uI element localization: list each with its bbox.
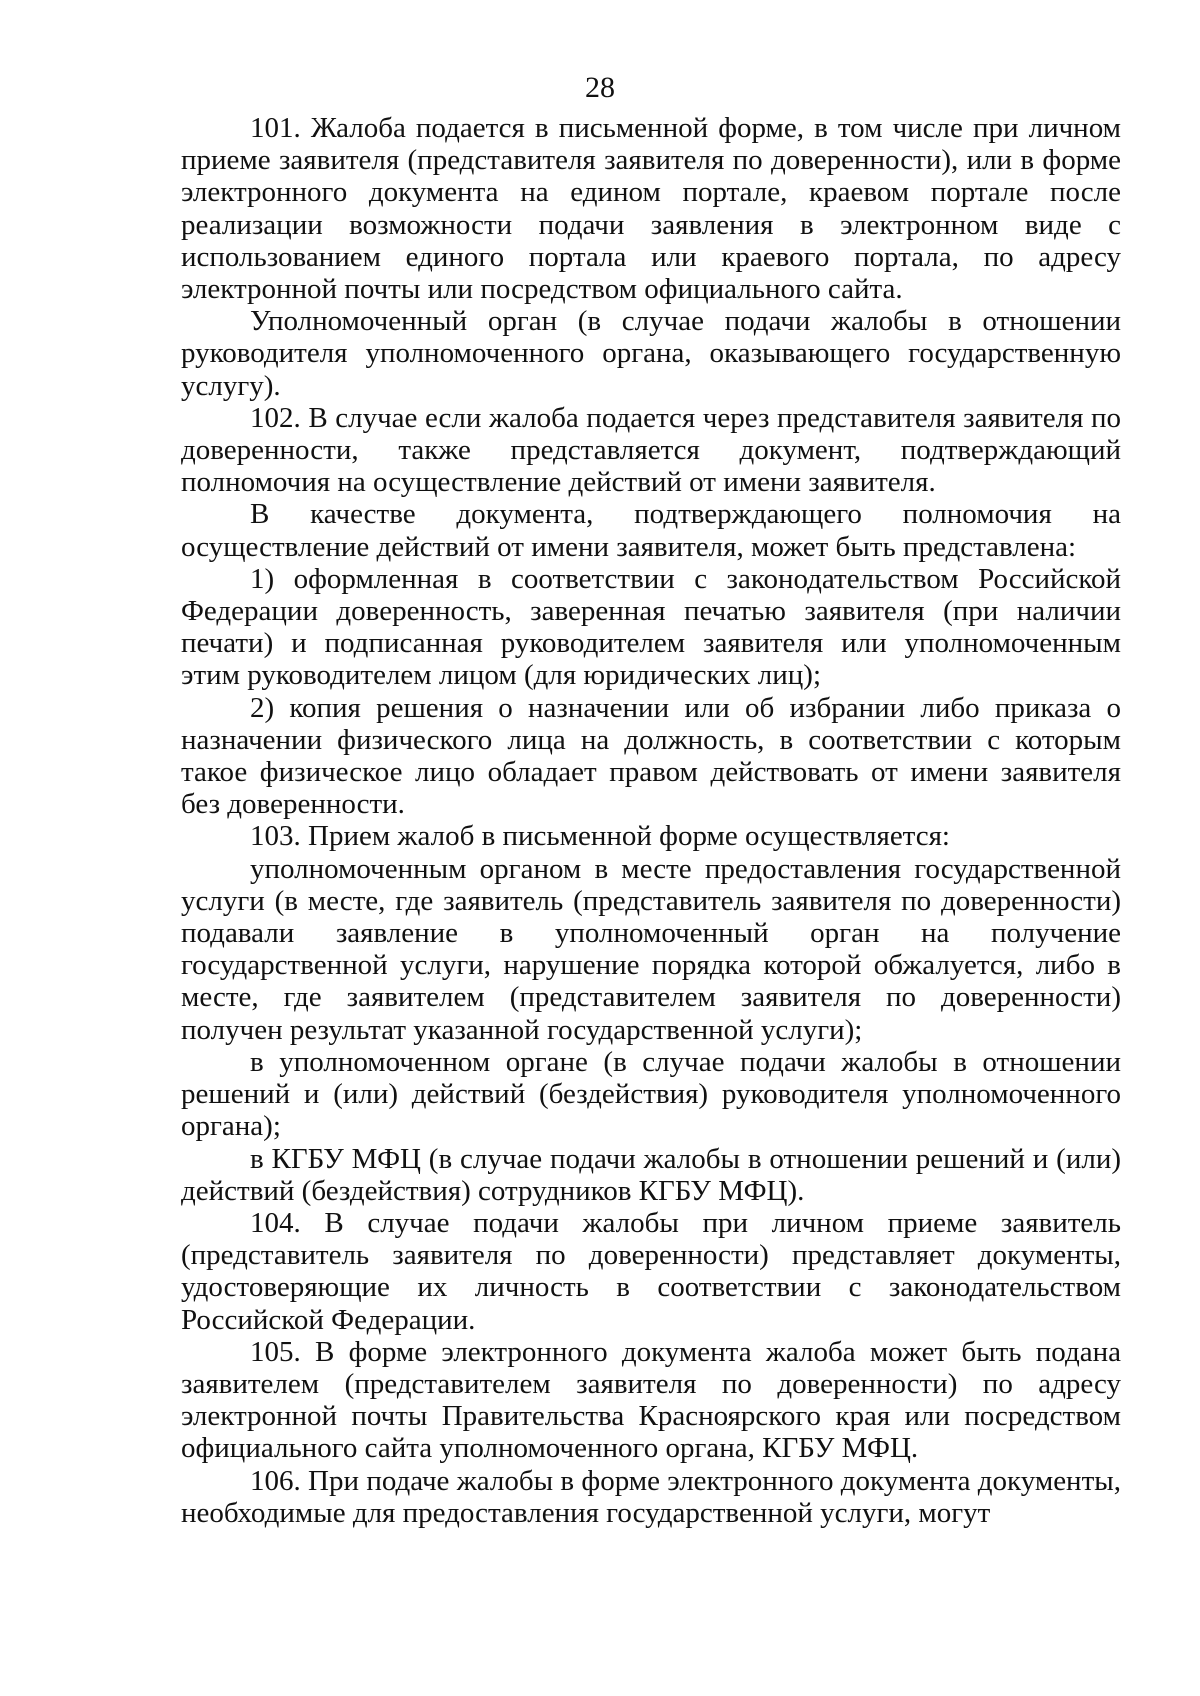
- list-item-1: 1) оформленная в соответствии с законодательством Российской Федерации доверенность, заверенная печатью заявителя (при наличии печати) и подписанная руководителем заявителя или уполномоченным этим руководителем лицом (для юридических лиц);: [181, 562, 1121, 692]
- paragraph-104: 104. В случае подачи жалобы при личном приеме заявитель (представитель заявителя по доверенности) представляет документы, удостоверяющие их личность в соответствии с законодательством Российской Федерации.: [181, 1206, 1121, 1336]
- paragraph-103-mfc: в КГБУ МФЦ (в случае подачи жалобы в отношении решений и (или) действий (бездействия) сотрудников КГБУ МФЦ).: [181, 1142, 1121, 1207]
- paragraph-103-place: уполномоченным органом в месте предоставления государственной услуги (в месте, где заявитель (представитель заявителя по доверенности) подавали заявление в уполномоченный орган на получение государственной услуги, нарушение порядка которой обжалуется, либо в месте, где заявителем (представителем заявителя по доверенности) получен результат указанной государственной услуги);: [181, 852, 1121, 1046]
- list-item-2: 2) копия решения о назначении или об избрании либо приказа о назначении физического лица на должность, в соответствии с которым такое физическое лицо обладает правом действовать от имени заявителя без доверенности.: [181, 691, 1121, 821]
- paragraph-103: 103. Прием жалоб в письменной форме осуществляется:: [250, 820, 950, 853]
- paragraph-105: 105. В форме электронного документа жалоба может быть подана заявителем (представителем заявителя по доверенности) по адресу электронной почты Правительства Красноярского края или посредством официального сайта уполномоченного органа, КГБУ МФЦ.: [181, 1335, 1121, 1465]
- paragraph-authorized-body: Уполномоченный орган (в случае подачи жалобы в отношении руководителя уполномоченного органа, оказывающего государственную услугу).: [181, 305, 1121, 402]
- paragraph-103-authorized-body: в уполномоченном органе (в случае подачи жалобы в отношении решений и (или) действий (бездействия) руководителя уполномоченного органа);: [181, 1045, 1121, 1143]
- page-number: 28: [585, 71, 615, 104]
- paragraph-101: 101. Жалоба подается в письменной форме, в том числе при личном приеме заявителя (представителя заявителя по доверенности), или в форме электронного документа на едином портале, краевом портале после реализации возможности подачи заявления в электронном виде с использованием единого портала или краевого портала, по адресу электронной почты или посредством официального сайта.: [181, 112, 1121, 306]
- document-body: [181, 112, 1121, 1529]
- paragraph-102: 102. В случае если жалоба подается через представителя заявителя по доверенности, также представляется документ, подтверждающий полномочия на осуществление действий от имени заявителя.: [181, 401, 1121, 499]
- paragraph-106: 106. При подаче жалобы в форме электронного документа документы, необходимые для предоставления государственной услуги, могут: [181, 1464, 1121, 1529]
- paragraph-proof-documents: В качестве документа, подтверждающего полномочия на осуществление действий от имени заявителя, может быть представлена:: [181, 498, 1121, 563]
